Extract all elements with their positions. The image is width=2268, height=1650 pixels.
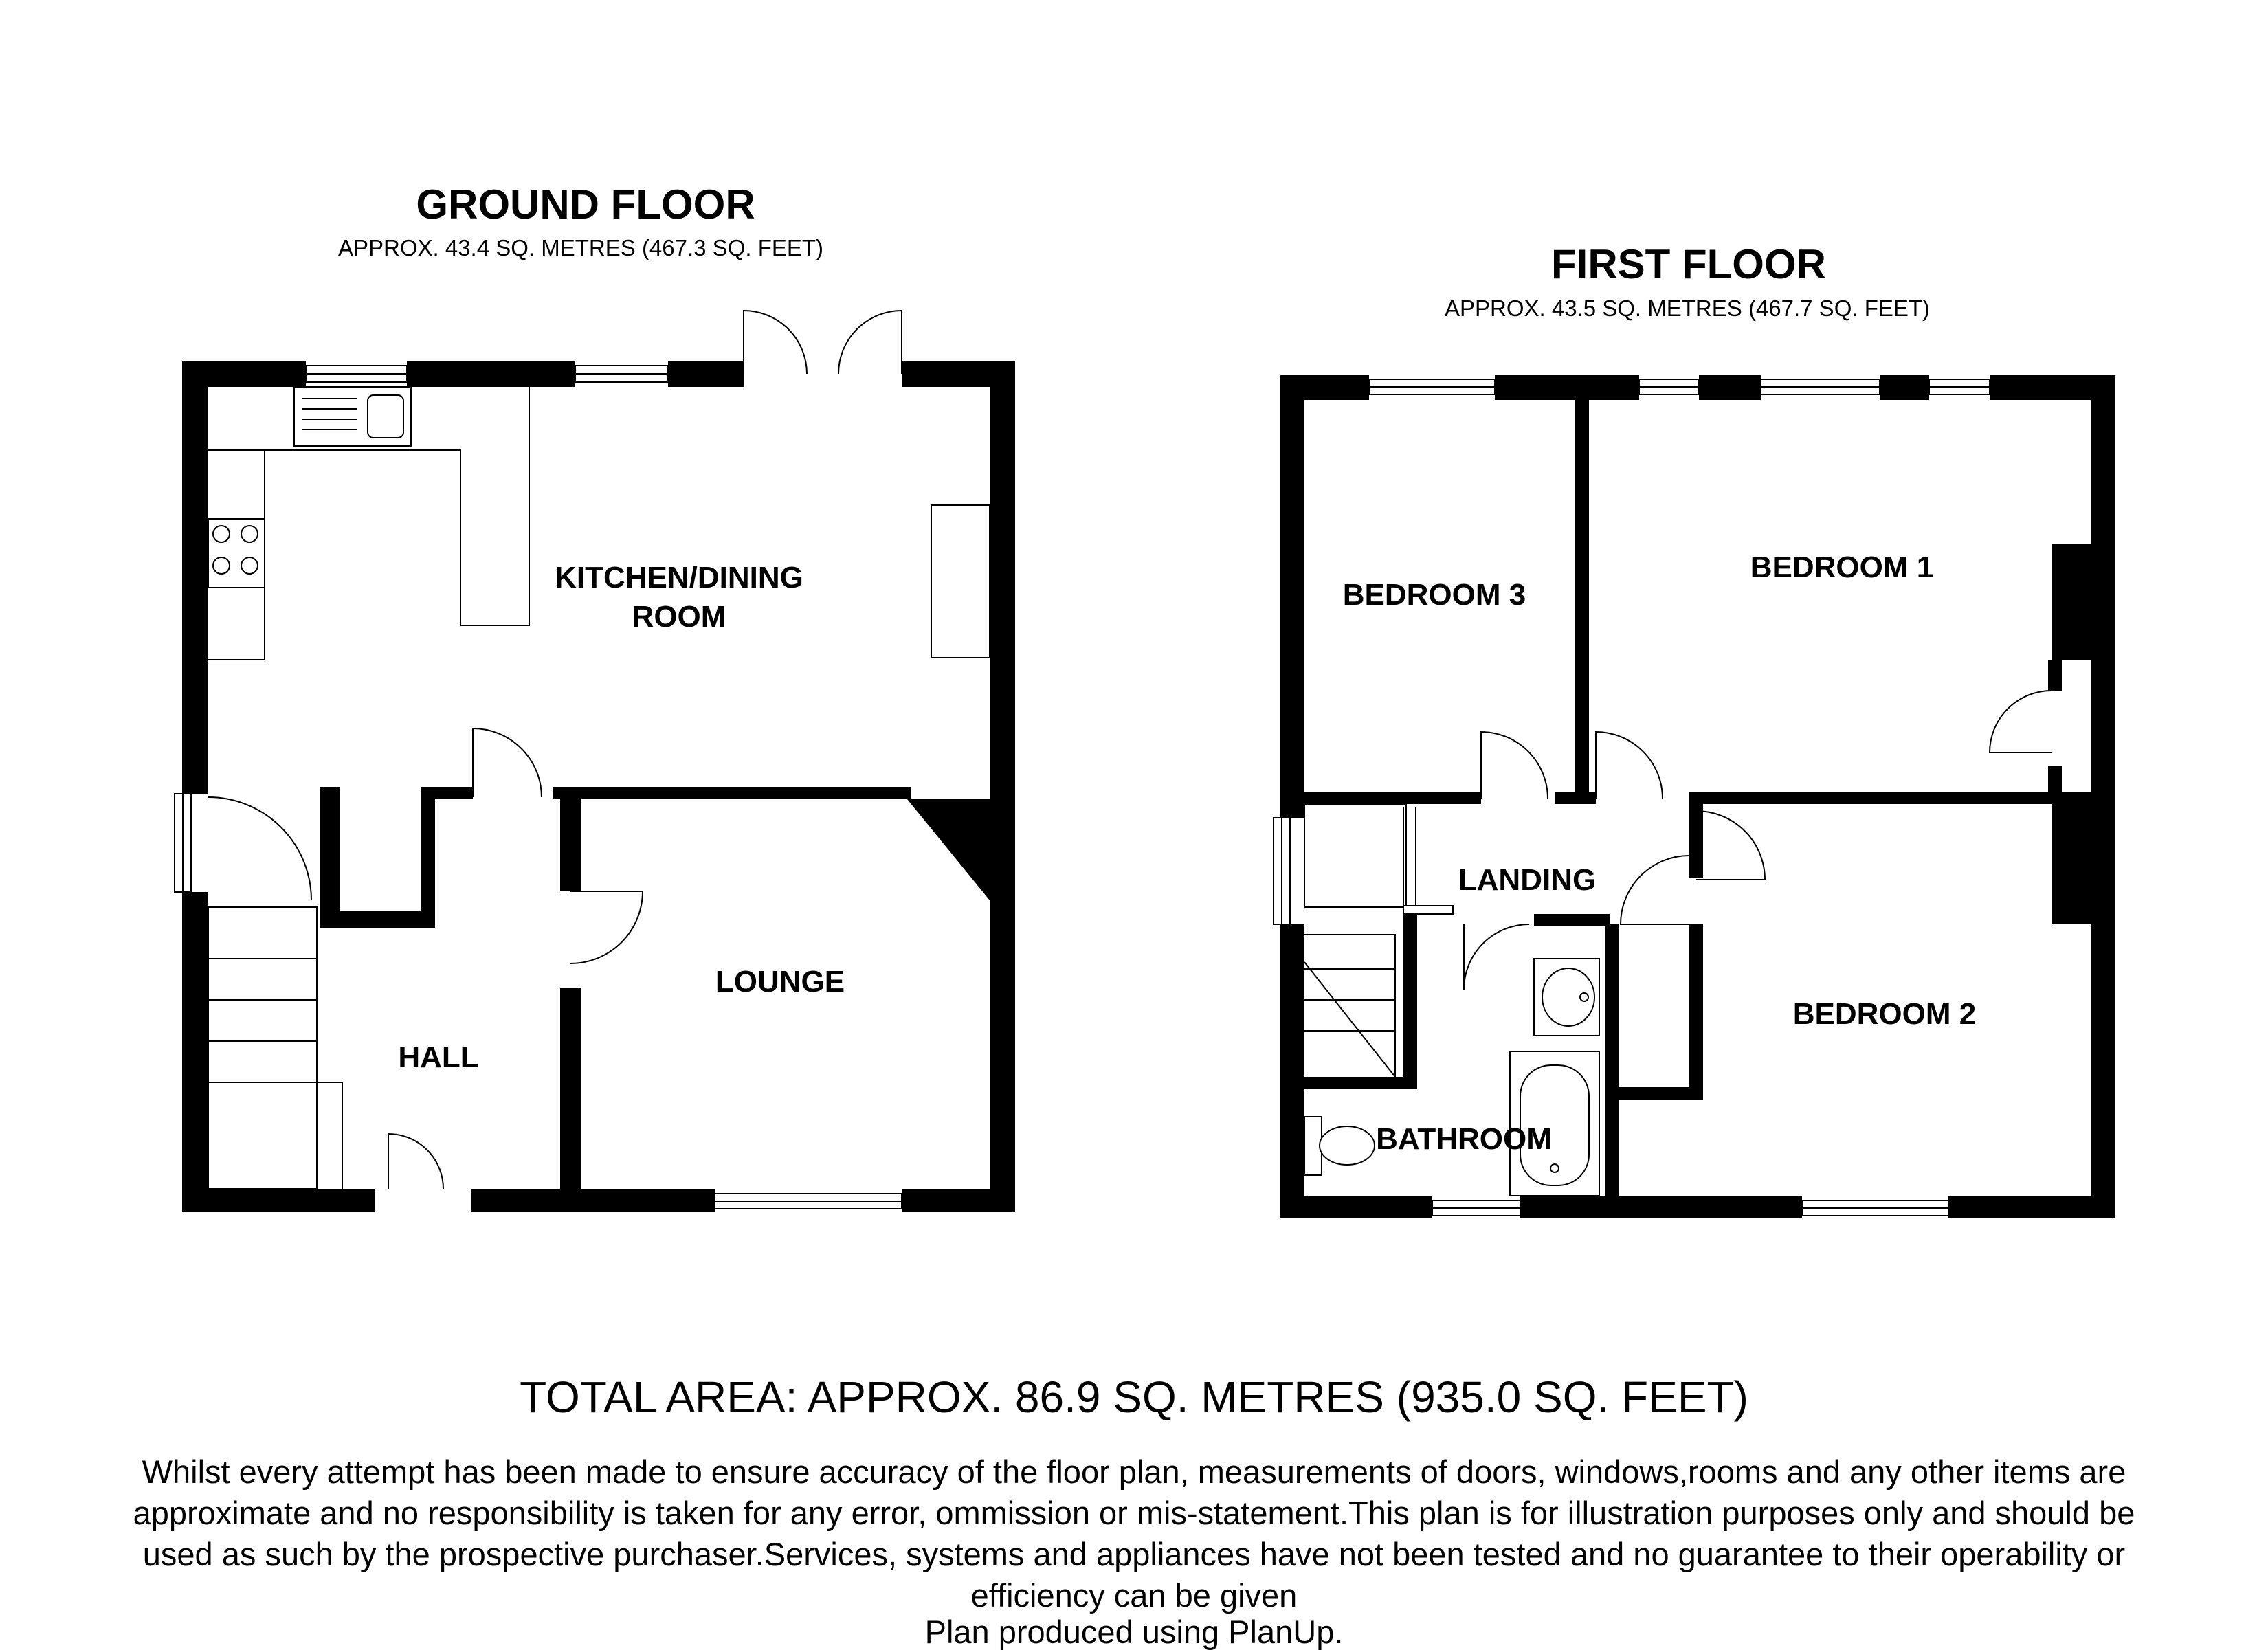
room-label-bedroom-1: BEDROOM 1 xyxy=(1750,550,1934,584)
disclaimer xyxy=(0,1451,2268,1616)
total-area: TOTAL AREA: APPROX. 86.9 SQ. METRES (935.0 SQ. FEET) xyxy=(520,1372,1748,1422)
ground-floor-stairs xyxy=(208,907,342,1189)
first-floor-stairs xyxy=(1304,804,1453,1077)
room-label-bedroom-3: BEDROOM 3 xyxy=(1342,578,1526,612)
room-label-bathroom: BATHROOM xyxy=(1376,1122,1552,1156)
room-label-landing: LANDING xyxy=(1458,863,1597,897)
ground-floor-title: GROUND FLOOR xyxy=(416,181,755,227)
first-floor-area: APPROX. 43.5 SQ. METRES (467.7 SQ. FEET) xyxy=(1444,296,1931,321)
room-label-lounge: LOUNGE xyxy=(715,965,845,999)
ground-floor-area: APPROX. 43.4 SQ. METRES (467.3 SQ. FEET) xyxy=(337,235,824,260)
disclaimer-line: Whilst every attempt has been made to ensure accuracy of the floor plan, measurements of doors, windows,rooms and any other items are xyxy=(142,1453,2126,1490)
room-label-hall: HALL xyxy=(398,1040,479,1074)
kitchen-fittings xyxy=(208,387,990,660)
ground-floor-room-labels xyxy=(398,561,845,1074)
first-floor-doors xyxy=(1464,691,2052,990)
room-label-bedroom-2: BEDROOM 2 xyxy=(1792,997,1977,1031)
disclaimer-line: used as such by the prospective purchaser.Services, systems and appliances have not been tested and no guarantee to their operability or xyxy=(142,1536,2126,1572)
disclaimer-line: approximate and no responsibility is taken for any error, ommission or mis-statement.This plan is for illustration purposes only and should be xyxy=(133,1495,2135,1531)
first-floor-walls xyxy=(1280,375,2115,1218)
first-floor-title: FIRST FLOOR xyxy=(1551,241,1826,287)
disclaimer-line: efficiency can be given xyxy=(970,1577,1298,1614)
first-floor-room-labels xyxy=(1343,550,1976,1156)
room-label-kitchen-dining-2: ROOM xyxy=(632,600,726,634)
credit-line: Plan produced using PlanUp. xyxy=(924,1614,1344,1650)
room-label-kitchen-dining: KITCHEN/DINING xyxy=(555,561,803,594)
